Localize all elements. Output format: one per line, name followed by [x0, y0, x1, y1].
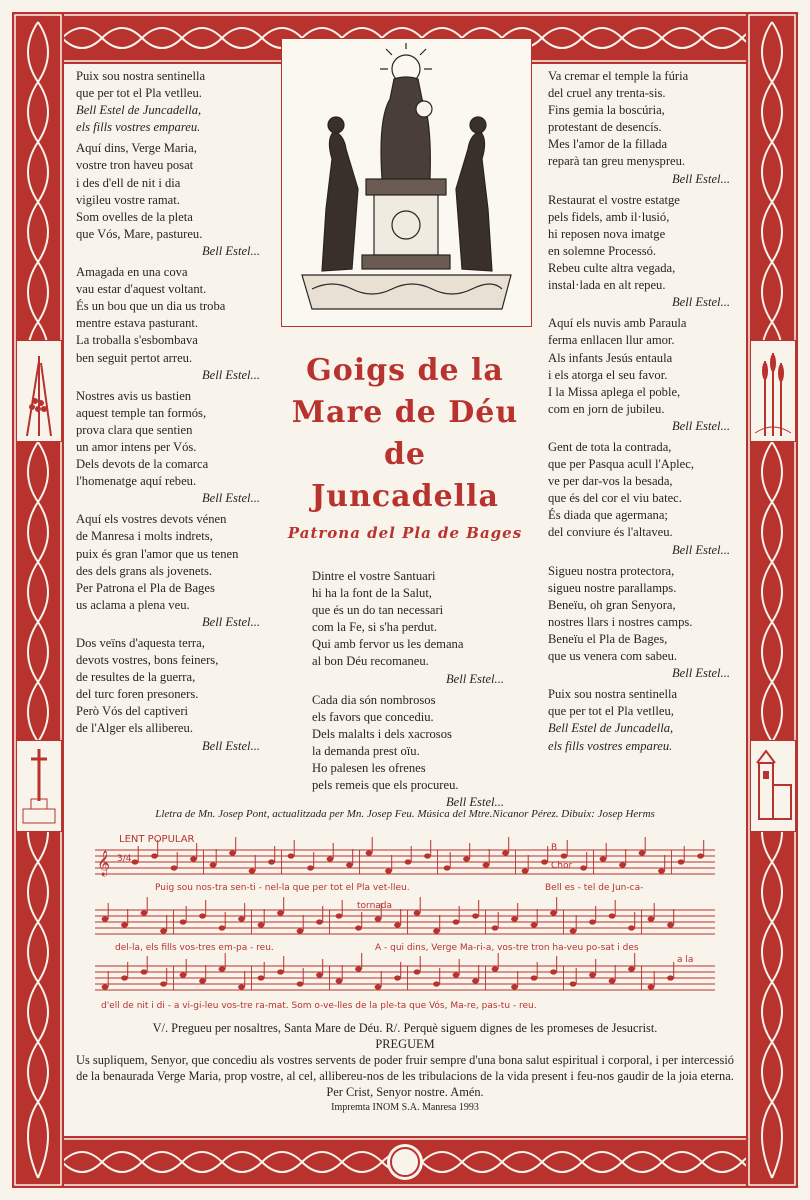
- note-head: [550, 910, 557, 915]
- refrain-cue: Bell Estel...: [201, 738, 260, 753]
- verse-line: Ho palesen les ofrenes: [312, 761, 426, 776]
- verse-line: Som ovelles de la pleta: [76, 209, 193, 224]
- verse-line: sigueu nostre parallamps.: [548, 580, 677, 595]
- stanza: [76, 140, 268, 260]
- verse-line: Puix sou nostra sentinella: [548, 687, 678, 702]
- verse-line: puix és gran l'amor que us tenen: [76, 546, 239, 561]
- verse-line: aquest temple tan formós,: [76, 405, 207, 420]
- note-head: [472, 978, 479, 983]
- prayer-line-1: Us supliquem, Senyor, que concediu als vostres servents de poder fruir sempre d'una bona salut espiritual i corporal, i per intercessió: [76, 1053, 734, 1067]
- verse-line: que per Pasqua acull l'Aplec,: [548, 457, 694, 472]
- verse-line: Aquí els nuvis amb Paraula: [548, 316, 687, 331]
- note-head: [648, 984, 655, 989]
- note-head: [258, 922, 265, 927]
- note-head: [238, 984, 245, 989]
- verse-line: vau estar d'aquest voltant.: [76, 282, 207, 297]
- stanza: [548, 68, 738, 188]
- tempo-label: LENT POPULAR: [119, 834, 195, 845]
- note-head: [658, 868, 665, 873]
- verse-line: la demanda prest oïu.: [312, 743, 420, 758]
- note-head: [550, 969, 557, 974]
- stanza: [76, 68, 268, 136]
- prayer-line-3: Per Crist, Senyor nostre. Amén.: [326, 1085, 484, 1099]
- verse-line: que us venera com sabeu.: [548, 649, 678, 664]
- note-head: [453, 919, 460, 924]
- stanza: [312, 692, 512, 812]
- verse-line: ferma enllacen llur amor.: [548, 333, 675, 348]
- verse-line: que Vós, Mare, pastureu.: [76, 226, 203, 241]
- verse-line: Va cremar el temple la fúria: [548, 69, 689, 83]
- note-head: [238, 916, 245, 921]
- title-line-1: Goigs de la: [306, 353, 504, 388]
- left-verses-column: [76, 68, 268, 759]
- note-head: [385, 868, 392, 873]
- verse-line: hi reposen nova imatge: [548, 226, 666, 241]
- note-head: [268, 859, 275, 864]
- note-head: [199, 913, 206, 918]
- note-head: [160, 981, 167, 986]
- stanza: [548, 315, 738, 435]
- verse-line: Nostres avis us bastien: [76, 388, 192, 403]
- refrain-cue: Bell Estel...: [671, 542, 730, 557]
- note-head: [600, 856, 607, 861]
- verse-line: pels remeis que els procureu.: [312, 778, 459, 793]
- printer-line: Impremta INOM S.A. Manresa 1993: [331, 1102, 479, 1113]
- note-head: [210, 862, 217, 867]
- note-head: [522, 868, 529, 873]
- refrain-cue: Bell Estel...: [201, 491, 260, 506]
- note-head: [249, 868, 256, 873]
- verse-line: vostre tron haveu posat: [76, 158, 194, 173]
- verse-line: Rebeu culte altra vegada,: [548, 261, 676, 276]
- note-head: [102, 984, 109, 989]
- prayer-line-2: de la benaurada Verge Maria, prop vostre, al cel, allibereu-nos de les tribulacions de la vida present i feu-nos gaudir de la joia eterna.: [76, 1069, 734, 1083]
- stanza: [76, 264, 268, 384]
- stone-cross-emblem: [16, 740, 62, 832]
- note-head: [405, 859, 412, 864]
- note-head: [297, 928, 304, 933]
- section-a-end-label: a la: [677, 955, 694, 965]
- title-line-3: de: [383, 437, 427, 472]
- stanza: [548, 192, 738, 312]
- note-head: [141, 969, 148, 974]
- note-head: [394, 922, 401, 927]
- note-head: [589, 972, 596, 977]
- middle-verses-column: [312, 568, 512, 815]
- note-head: [472, 913, 479, 918]
- score-lyrics-3: d'ell de nit i di - a vi-gi-leu vos-tre ra-mat. Som o-ve-lles de la ple-ta que Vós, Ma-re, pas-tu - reu.: [101, 1001, 537, 1011]
- verse-line: de Manresa i molts indrets,: [76, 529, 213, 544]
- verse-line: Puix sou nostra sentinella: [76, 69, 206, 83]
- church-emblem: [750, 740, 796, 832]
- note-head: [190, 856, 197, 861]
- verse-line: Restaurat el vostre estatge: [548, 192, 680, 207]
- verse-line: que és un do tan necessari: [312, 603, 444, 618]
- note-head: [394, 975, 401, 980]
- note-head: [424, 853, 431, 858]
- border-bottom-ornament: [12, 1136, 798, 1188]
- virgin-statue-illustration: [281, 38, 532, 327]
- verse-line: al bon Déu recomaneu.: [312, 654, 429, 669]
- note-head: [151, 853, 158, 858]
- note-head: [375, 916, 382, 921]
- title-line-2: Mare de Déu: [291, 395, 519, 430]
- note-head: [570, 928, 577, 933]
- note-head: [180, 919, 187, 924]
- note-head: [433, 981, 440, 986]
- verse-line: prova clara que sentien: [76, 422, 193, 437]
- verse-line: de resultes de la guerra,: [76, 670, 196, 685]
- note-head: [697, 853, 704, 858]
- verse-line: Dels devots de la comarca: [76, 457, 209, 472]
- note-head: [375, 984, 382, 989]
- note-head: [463, 856, 470, 861]
- score-lyrics-1: Puig sou nos-tra sen-ti - nel-la que per tot el Pla vet-lleu.: [155, 883, 410, 893]
- verse-line: Aquí dins, Verge Maria,: [76, 141, 197, 156]
- verse-line: vigileu vostre ramat.: [76, 192, 180, 207]
- tornada-label: tornada: [357, 901, 393, 911]
- note-head: [531, 922, 538, 927]
- note-head: [570, 981, 577, 986]
- verse-line: pels fidels, amb il·lusió,: [548, 209, 670, 224]
- stanza: [548, 686, 738, 754]
- note-head: [141, 910, 148, 915]
- verse-line: Amagada en una cova: [76, 265, 188, 280]
- verse-line: que és del cor el viu batec.: [548, 491, 682, 506]
- note-head: [667, 975, 674, 980]
- time-signature: 3/4: [117, 854, 132, 864]
- note-head: [531, 975, 538, 980]
- verse-line: ben seguit pertot arreu.: [76, 350, 193, 365]
- verse-line: en solemne Processó.: [548, 243, 657, 258]
- verse-line: Beneïu el Pla de Bages,: [548, 632, 668, 646]
- note-head: [511, 916, 518, 921]
- note-head: [316, 972, 323, 977]
- note-head: [102, 916, 109, 921]
- note-head: [414, 910, 421, 915]
- note-head: [277, 969, 284, 974]
- refrain-line: els fills vostres empareu.: [548, 738, 673, 753]
- chor-label: Chor: [551, 861, 573, 871]
- note-head: [483, 862, 490, 867]
- stanza: [76, 388, 268, 508]
- refrain-line: Bell Estel de Juncadella,: [548, 721, 674, 736]
- verse-line: mentre estava pasturant.: [76, 316, 199, 331]
- section-b-label: B: [551, 843, 558, 853]
- note-head: [453, 972, 460, 977]
- refrain-cue: Bell Estel...: [201, 367, 260, 382]
- stanza: [76, 635, 268, 755]
- note-head: [619, 862, 626, 867]
- verse-line: instal·lada en alt repeu.: [548, 278, 666, 293]
- refrain-cue: Bell Estel...: [201, 243, 260, 258]
- note-head: [648, 916, 655, 921]
- note-head: [121, 922, 128, 927]
- verse-line: Qui amb fervor us les demana: [312, 637, 464, 652]
- note-head: [199, 978, 206, 983]
- verse-line: els favors que concediu.: [312, 709, 434, 724]
- refrain-cue: Bell Estel...: [201, 614, 260, 629]
- note-head: [433, 928, 440, 933]
- refrain-cue: Bell Estel...: [445, 671, 504, 686]
- stanza: [76, 511, 268, 631]
- prayer-block: [70, 1020, 740, 1116]
- verse-line: Per Patrona el Pla de Bages: [76, 580, 215, 595]
- verse-line: Als infants Jesús entaula: [548, 350, 673, 365]
- note-head: [171, 865, 178, 870]
- verse-line: Cada dia són nombrosos: [312, 692, 436, 707]
- right-verses-column: [548, 68, 738, 759]
- refrain-cue: Bell Estel...: [671, 295, 730, 310]
- verse-line: La troballa s'esbombava: [76, 333, 198, 348]
- note-head: [277, 910, 284, 915]
- verse-line: És un bou que un dia us troba: [76, 299, 226, 314]
- page-title: [270, 350, 540, 542]
- score-lyrics-1b: Bell es - tel de Jun-ca-: [545, 883, 644, 893]
- music-score: [95, 826, 725, 1016]
- verse-line: com en jorn de jubileu.: [548, 401, 665, 416]
- verse-line: i els atorga el seu favor.: [548, 367, 668, 382]
- note-head: [346, 862, 353, 867]
- refrain-cue: Bell Estel...: [671, 171, 730, 186]
- note-head: [639, 850, 646, 855]
- verse-line: i des d'ell de nit i dia: [76, 175, 181, 190]
- verse-line: Gent de tota la contrada,: [548, 439, 672, 454]
- verse-line: nostres llars i nostres camps.: [548, 614, 693, 629]
- verse-line: Dos veïns d'aquesta terra,: [76, 636, 205, 650]
- stanza: [548, 439, 738, 559]
- verse-line: Però Vós del captiveri: [76, 704, 189, 719]
- note-head: [678, 859, 685, 864]
- verse-line: del turc foren presoners.: [76, 687, 199, 702]
- verse-line: Mes l'amor de la fillada: [548, 137, 668, 152]
- verse-line: I la Missa aplega el poble,: [548, 384, 681, 399]
- verse-line: És diada que agermana;: [548, 508, 668, 523]
- verse-line: Sigueu nostra protectora,: [548, 563, 675, 578]
- note-head: [180, 972, 187, 977]
- note-head: [336, 913, 343, 918]
- title-line-4: Juncadella: [311, 479, 499, 514]
- note-head: [541, 859, 548, 864]
- note-head: [160, 928, 167, 933]
- refrain-cue: Bell Estel...: [671, 666, 730, 681]
- note-head: [258, 975, 265, 980]
- verse-line: des dels grans als jovenets.: [76, 563, 213, 578]
- note-head: [444, 865, 451, 870]
- note-head: [561, 853, 568, 858]
- reeds-emblem: [750, 340, 796, 442]
- verse-line: un amor intens per Vós.: [76, 439, 197, 454]
- verse-line: Aquí els vostres devots vénen: [76, 512, 227, 527]
- note-head: [229, 850, 236, 855]
- note-head: [316, 919, 323, 924]
- credits-line: Lletra de Mn. Josep Pont, actualitzada per Mn. Josep Feu. Música del Mtre.Nicanor Pérez. Dibuix: Josep Herms: [155, 808, 655, 820]
- refrain-cue: Bell Estel...: [445, 795, 504, 810]
- verse-line: l'homenatge aquí rebeu.: [76, 474, 197, 489]
- wheat-grapes-emblem: [16, 340, 62, 442]
- note-head: [502, 850, 509, 855]
- note-head: [589, 919, 596, 924]
- note-head: [580, 865, 587, 870]
- stanza: [312, 568, 512, 688]
- border-left-ornament: [12, 12, 64, 1188]
- note-head: [492, 925, 499, 930]
- verse-line: que per tot el Pla vetlleu.: [76, 86, 202, 101]
- verse-line: de l'Alger els allibereu.: [76, 721, 193, 736]
- verse-line: hi ha la font de la Salut,: [312, 586, 432, 601]
- title-subtitle: Patrona del Pla de Bages: [287, 524, 523, 542]
- versicle: V/. Pregueu per nosaltres, Santa Mare de Déu. R/. Perquè siguem dignes de les promeses de Jesucrist.: [152, 1021, 658, 1035]
- verse-line: com la Fe, si s'ha perdut.: [312, 620, 438, 635]
- note-head: [288, 853, 295, 858]
- note-head: [628, 925, 635, 930]
- note-head: [297, 981, 304, 986]
- prayer-heading: PREGUEM: [375, 1037, 435, 1051]
- note-head: [219, 966, 226, 971]
- note-head: [327, 856, 334, 861]
- refrain-line: els fills vostres empareu.: [76, 120, 201, 135]
- note-head: [132, 859, 139, 864]
- refrain-cue: Bell Estel...: [671, 418, 730, 433]
- verse-line: Beneïu, oh gran Senyora,: [548, 597, 676, 612]
- verse-line: Fins gemia la boscúria,: [548, 103, 665, 118]
- note-head: [355, 925, 362, 930]
- verse-line: del conviure és l'altaveu.: [548, 525, 673, 540]
- note-head: [609, 913, 616, 918]
- note-head: [414, 969, 421, 974]
- verse-line: Dintre el vostre Santuari: [312, 569, 436, 583]
- stanza: [548, 563, 738, 683]
- note-head: [667, 922, 674, 927]
- note-head: [366, 850, 373, 855]
- note-head: [307, 865, 314, 870]
- score-lyrics-2b: A - qui dins, Verge Ma-ri-a, vos-tre tron ha-veu po-sat i des: [375, 943, 639, 953]
- note-head: [511, 984, 518, 989]
- note-head: [219, 925, 226, 930]
- verse-line: protestant de desencís.: [548, 120, 662, 135]
- verse-line: que per tot el Pla vetlleu,: [548, 704, 674, 719]
- note-head: [336, 978, 343, 983]
- verse-line: Dels malalts i dels xacrosos: [312, 726, 452, 741]
- verse-line: reparà tan greu menyspreu.: [548, 154, 686, 169]
- score-lyrics-2: del-la, els fills vos-tres em-pa - reu.: [115, 943, 274, 953]
- verse-line: us aclama a plena veu.: [76, 597, 190, 612]
- note-head: [628, 966, 635, 971]
- verse-line: ve per dar-vos la besada,: [548, 474, 673, 489]
- refrain-line: Bell Estel de Juncadella,: [76, 103, 202, 118]
- note-head: [492, 966, 499, 971]
- note-head: [355, 966, 362, 971]
- verse-line: devots vostres, bons feiners,: [76, 653, 219, 668]
- border-right-ornament: [746, 12, 798, 1188]
- verse-line: del cruel any trenta-sis.: [548, 86, 666, 101]
- note-head: [121, 975, 128, 980]
- note-head: [609, 978, 616, 983]
- svg-text:𝄞: 𝄞: [97, 851, 111, 876]
